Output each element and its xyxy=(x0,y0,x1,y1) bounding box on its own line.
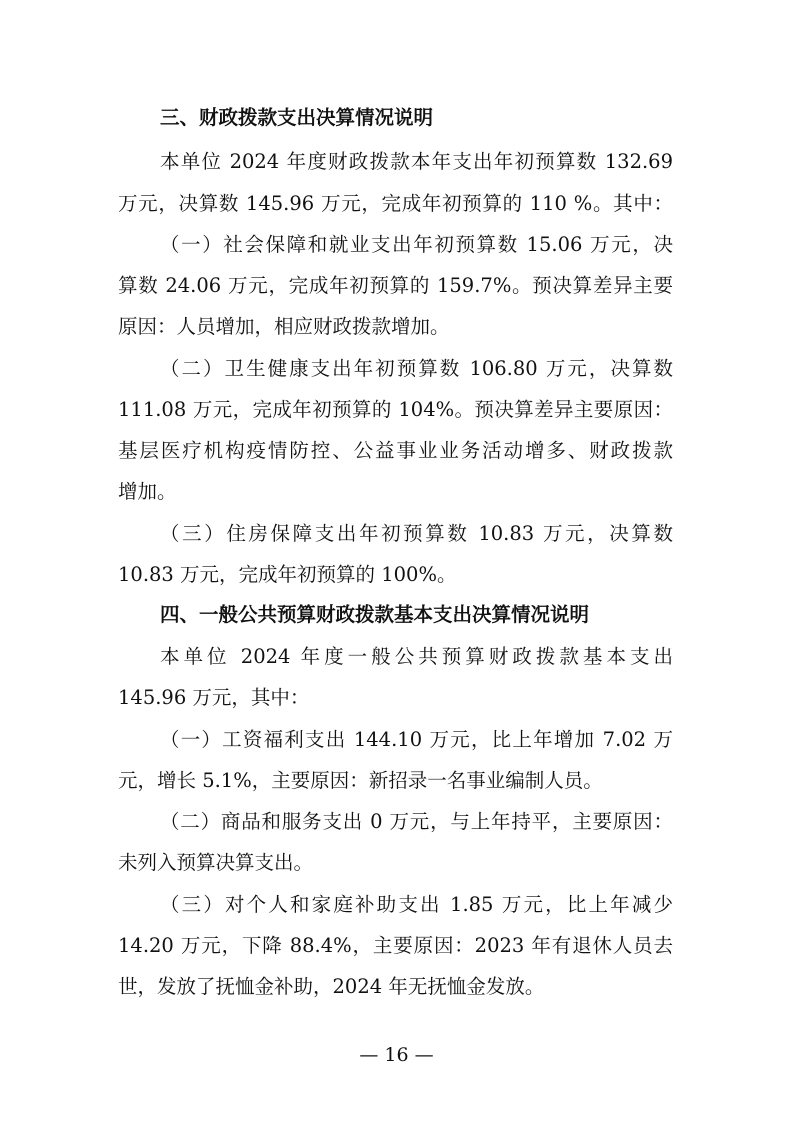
section-3-heading: 三、财政拨款支出决算情况说明 xyxy=(160,106,434,129)
section-4-item-3-line-1: （三）对个人和家庭补助支出 1.85 万元，比上年减少 xyxy=(160,893,673,916)
section-3-intro-line-2: 万元，决算数 145.96 万元，完成年初预算的 110 %。其中： xyxy=(118,192,673,215)
section-3-item-1-line-1: （一）社会保障和就业支出年初预算数 15.06 万元，决 xyxy=(160,233,673,256)
page-number: — 16 — xyxy=(359,1044,434,1066)
section-4-item-3-line-3: 世，发放了抚恤金补助，2024 年无抚恤金发放。 xyxy=(118,975,545,998)
section-3-item-2-line-3: 基层医疗机构疫情防控、公益事业业务活动增多、财政拨款 xyxy=(118,439,673,462)
section-4-item-2-line-2: 未列入预算决算支出。 xyxy=(118,851,314,874)
section-4-heading: 四、一般公共预算财政拨款基本支出决算情况说明 xyxy=(160,603,590,626)
section-3-item-2-line-1: （二）卫生健康支出年初预算数 106.80 万元，决算数 xyxy=(160,357,673,380)
section-3-item-3-line-1: （三）住房保障支出年初预算数 10.83 万元，决算数 xyxy=(160,522,673,545)
section-4-item-1-line-1: （一）工资福利支出 144.10 万元，比上年增加 7.02 万 xyxy=(160,728,673,751)
section-3-intro-line-1: 本单位 2024 年度财政拨款本年支出年初预算数 132.69 xyxy=(160,150,673,173)
section-3-item-1-line-2: 算数 24.06 万元，完成年初预算的 159.7%。预决算差异主要 xyxy=(118,274,673,297)
section-3-item-1-line-3: 原因：人员增加，相应财政拨款增加。 xyxy=(118,315,450,338)
section-4-item-2-line-1: （二）商品和服务支出 0 万元，与上年持平，主要原因： xyxy=(160,810,673,833)
section-3-item-3-line-2: 10.83 万元，完成年初预算的 100%。 xyxy=(118,563,457,586)
section-3-item-2-line-4: 增加。 xyxy=(118,480,177,503)
section-4-item-3-line-2: 14.20 万元，下降 88.4%，主要原因：2023 年有退休人员去 xyxy=(118,934,673,957)
section-4-intro-line-1: 本单位 2024 年度一般公共预算财政拨款基本支出 xyxy=(160,645,673,668)
section-4-intro-line-2: 145.96 万元，其中： xyxy=(118,686,310,709)
section-4-item-1-line-2: 元，增长 5.1%，主要原因：新招录一名事业编制人员。 xyxy=(118,769,603,792)
section-3-item-2-line-2: 111.08 万元，完成年初预算的 104%。预决算差异主要原因： xyxy=(118,398,673,421)
